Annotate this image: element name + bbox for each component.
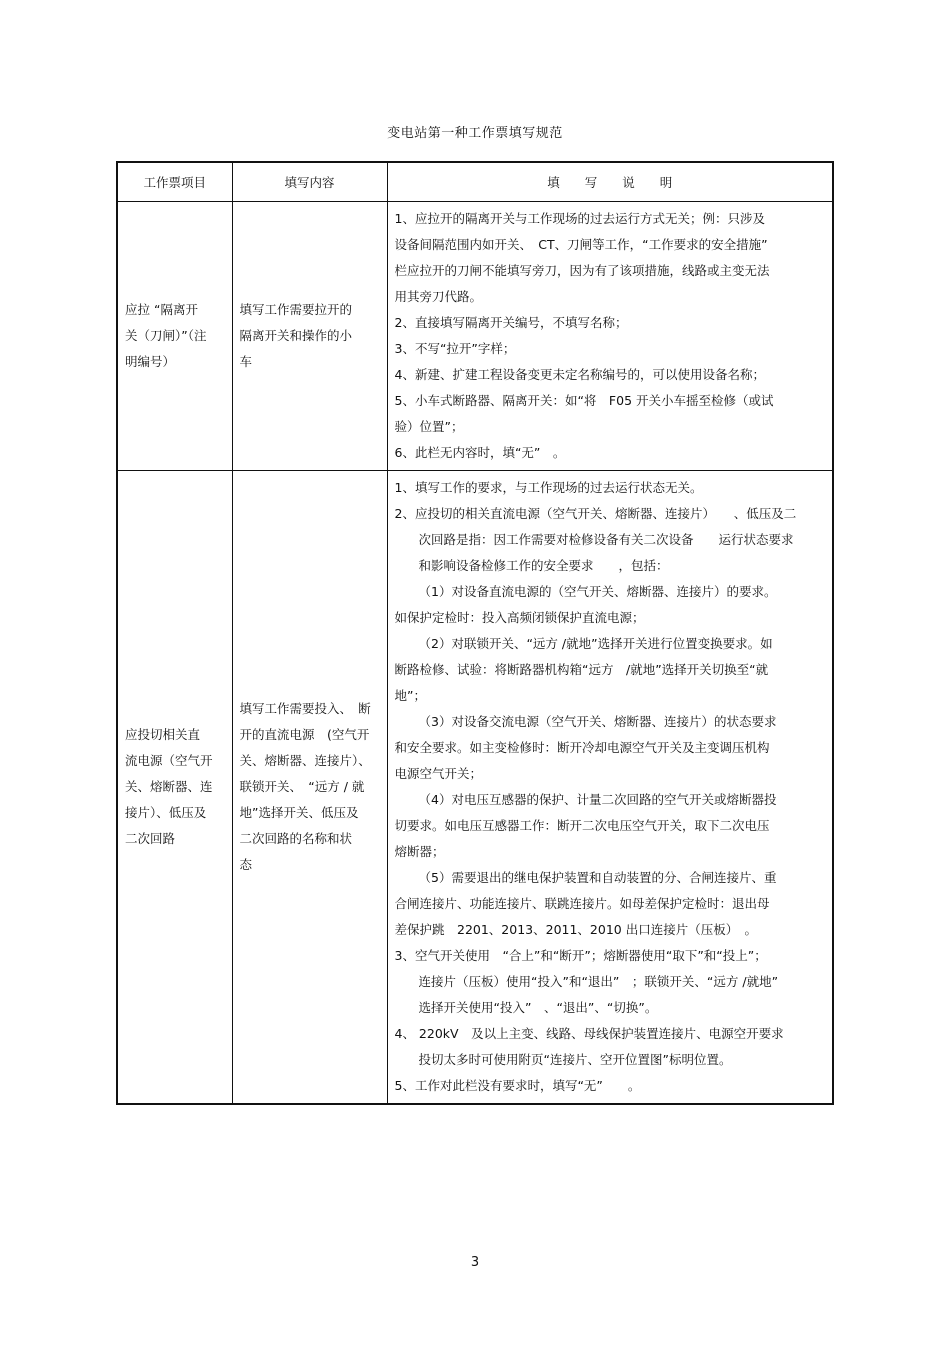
row2-content-line: 开的直流电源 (空气开 [239,727,370,742]
row1-content-line: 隔离开关和操作的小 [239,328,353,343]
row2-content-line: 联锁开关、 “远方 / 就 [239,779,365,794]
desc-line: 6、此栏无内容时，填“无” 。 [394,445,566,460]
desc-line: 栏应拉开的刀闸不能填写旁刀，因为有了该项措施，线路或主变无法 [394,263,770,278]
desc-line: 地”； [394,688,426,703]
desc-line: （2）对联锁开关、“远方 /就地”选择开关进行位置变换要求。如 [418,636,773,651]
desc-line: 熔断器； [394,844,445,859]
desc-line: 切要求。如电压互感器工作：断开二次电压空气开关，取下二次电压 [394,818,770,833]
row1-item-cell [117,202,232,471]
desc-line: 和影响设备检修工作的安全要求 ，包括： [418,558,669,573]
row2-content-line: 态 [239,857,253,872]
desc-line: 5、工作对此栏没有要求时，填写“无” 。 [394,1078,641,1093]
desc-line: （5）需要退出的继电保护装置和自动装置的分、合闸连接片、重 [418,870,777,885]
header-description: 填 写 说 明 [387,162,833,202]
desc-line: 3、不写“拉开”字样； [394,341,516,356]
row2-content-line: 地”选择开关、低压及 [239,805,359,820]
desc-line: 和安全要求。如主变检修时：断开冷却电源空气开关及主变调压机构 [394,740,770,755]
desc-line: 合闸连接片、功能连接片、联跳连接片。如母差保护定检时：退出母 [394,896,770,911]
desc-line: 2、直接填写隔离开关编号，不填写名称； [394,315,628,330]
row2-content-line: 二次回路的名称和状 [239,831,353,846]
row2-content-line: 关、熔断器、连接片）、 [239,753,371,768]
desc-line: 投切太多时可使用附页“连接片、空开位置图”标明位置。 [418,1052,732,1067]
row1-item-line: 关（刀闸）”（注 [125,328,207,343]
desc-line: （1）对设备直流电源的（空气开关、熔断器、连接片）的要求。 [418,584,777,599]
desc-line: 差保护跳 2201、2013、2011、2010 出口连接片（压板） 。 [394,922,757,937]
row2-description-cell [387,471,833,1105]
row2-item-cell [117,471,232,1105]
row1-content-cell [232,202,387,471]
desc-line: （4）对电压互感器的保护、计量二次回路的空气开关或熔断器投 [418,792,777,807]
row2-item-line: 二次回路 [125,831,176,846]
row2-content-line: 填写工作需要投入、 断 [239,701,371,716]
desc-line: 1、填写工作的要求，与工作现场的过去运行状态无关。 [394,480,703,495]
desc-line: 验）位置”； [394,419,464,434]
row1-content-line: 填写工作需要拉开的 [239,302,353,317]
table-row [117,202,833,471]
desc-line: 选择开关使用“投入” 、“退出”、“切换”。 [418,1000,658,1015]
row1-item-line: 应拉 “隔离开 [125,302,198,317]
desc-line: 断路检修、试验：将断路器机构箱“远方 /就地”选择开关切换至“就 [394,662,769,677]
desc-line: 2、应投切的相关直流电源（空气开关、熔断器、连接片） 、低压及二 [394,506,797,521]
header-item: 工作票项目 [117,162,232,202]
row2-item-line: 流电源（空气开 [125,753,213,768]
desc-line: 如保护定检时：投入高频闭锁保护直流电源； [394,610,645,625]
table-header-row [117,162,833,202]
row2-item-line: 接片）、低压及 [125,805,207,820]
row1-item-line: 明编号） [125,354,176,369]
desc-line: （3）对设备交流电源（空气开关、熔断器、连接片）的状态要求 [418,714,777,729]
desc-line: 设备间隔范围内如开关、 CT、刀闸等工作，“工作要求的安全措施” [394,237,768,252]
desc-line: 次回路是指：因工作需要对检修设备有关二次设备 运行状态要求 [418,532,794,547]
row2-content-cell [232,471,387,1105]
row1-content-line: 车 [239,354,253,369]
page-number: 3 [470,1255,480,1270]
desc-line: 3、空气开关使用 “合上”和“断开”；熔断器使用“取下”和“投上”； [394,948,767,963]
desc-line: 1、应拉开的隔离开关与工作现场的过去运行方式无关；例：只涉及 [394,211,765,226]
table-row [117,471,833,1105]
desc-line: 用其旁刀代路。 [394,289,483,304]
desc-line: 4、 220kV 及以上主变、线路、母线保护装置连接片、电源空开要求 [394,1026,784,1041]
desc-line: 4、新建、扩建工程设备变更未定名称编号的，可以使用设备名称； [394,367,765,382]
desc-line: 5、小车式断路器、隔离开关：如“将 F05 开关小车摇至检修（或试 [394,393,774,408]
row2-item-line: 应投切相关直 [125,727,201,742]
desc-line: 连接片（压板）使用“投入”和“退出” ；联锁开关、“远方 /就地” [418,974,779,989]
desc-line: 电源空气开关； [394,766,483,781]
work-ticket-spec-table [116,161,834,1105]
header-content: 填写内容 [232,162,387,202]
document-title: 变电站第一种工作票填写规范 [387,126,563,141]
row2-item-line: 关、熔断器、连 [125,779,213,794]
row1-description-cell [387,202,833,471]
